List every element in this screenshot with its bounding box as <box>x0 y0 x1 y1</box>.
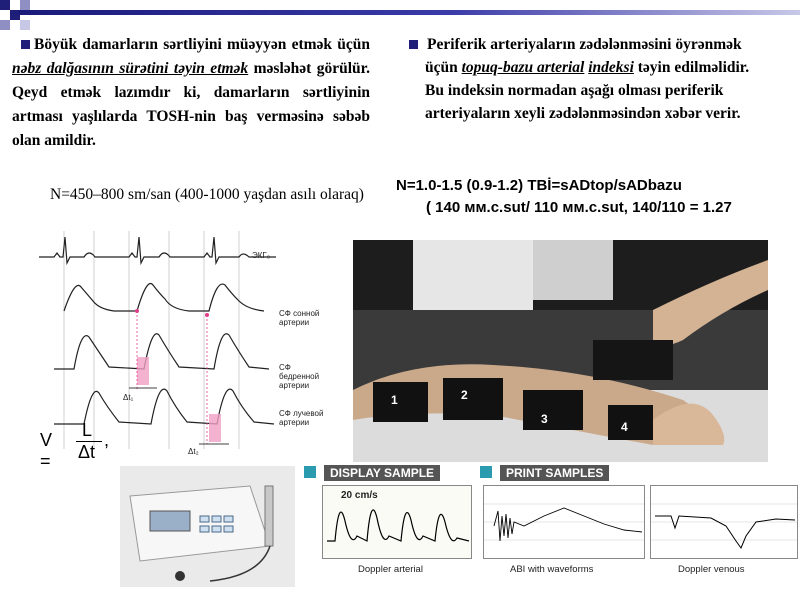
display-marker <box>304 466 316 478</box>
doppler-samples-panel <box>300 463 800 585</box>
caption-abi-waveforms: ABI with waveforms <box>510 564 594 575</box>
cuff-label-1: 1 <box>391 393 398 407</box>
cuff-label-3: 3 <box>541 412 548 426</box>
print-marker <box>480 466 492 478</box>
dt2-highlight <box>209 414 221 442</box>
header-square-4 <box>0 20 10 30</box>
cuff-4 <box>608 405 653 440</box>
abi-link-2[interactable]: indeksi <box>588 59 634 76</box>
cuff-1 <box>373 382 428 422</box>
left-text-a: Böyük damarların sərtliyini müəyyən etmək üçün <box>34 36 370 53</box>
abi-wave-svg <box>484 486 644 558</box>
label-dt2: Δt₂ <box>188 447 199 456</box>
dt1-highlight <box>137 357 149 385</box>
label-carotid: СФ сонной артерии <box>279 309 320 327</box>
label-radial: СФ лучевой артерии <box>279 409 324 427</box>
device-svg <box>120 466 295 587</box>
femoral-trace <box>54 334 269 369</box>
abi-measurement-photo <box>353 240 768 462</box>
doppler-device-photo <box>120 466 295 587</box>
abi-formula-line1: N=1.0-1.5 (0.9-1.2) TBİ=sADtop/sADbazu <box>396 177 682 194</box>
formula-comma: , <box>104 430 110 450</box>
formula-v: V = <box>40 430 53 471</box>
ecg-trace <box>39 237 276 263</box>
display-sample-title: DISPLAY SAMPLE <box>324 465 440 481</box>
abi-formula-line2: ( 140 мм.с.sut/ 110 мм.с.sut, 140/110 = 1.27 <box>426 199 732 216</box>
cuff-label-2: 2 <box>461 388 468 402</box>
bullet-right <box>409 40 418 49</box>
display-scale-label: 20 cm/s <box>341 490 378 501</box>
pulse-wave-link[interactable]: nəbz dalğasının sürətini təyin etmək <box>12 60 249 77</box>
label-femoral: СФ бедренной артерии <box>279 363 320 390</box>
radial-trace <box>54 389 274 424</box>
print-samples-title: PRINT SAMPLES <box>500 465 609 481</box>
header-square-3 <box>20 0 30 10</box>
formula-den: Δt <box>78 442 96 462</box>
caption-doppler-venous: Doppler venous <box>678 564 745 575</box>
formula-num: L <box>82 420 93 440</box>
photo-svg <box>353 240 768 462</box>
pulse-wave-diagram <box>39 229 324 456</box>
left-norm-text: N=450–800 sm/san (400-1000 yaşdan asılı olaraq) <box>50 186 364 203</box>
caption-doppler-arterial: Doppler arterial <box>358 564 423 575</box>
cuff-label-4: 4 <box>621 420 628 434</box>
left-text-b: məsləhət görülür. Qeyd etmək lazımdır ki, damarların sərtliyinin artması yaşlılarda TOSH-nin baş verməsinə səbəb olan amildir. <box>12 60 370 149</box>
abi-link-1[interactable]: topuq-bazu arterial <box>461 59 585 76</box>
left-paragraph <box>12 33 370 153</box>
pulse-wave-svg <box>39 229 276 456</box>
display-screen <box>322 485 472 559</box>
right-text-a: Periferik arteriyaların zədələnməsini öyrənmək üçün <box>425 36 742 76</box>
venous-wave-svg <box>651 486 797 558</box>
header-square-1 <box>0 0 10 10</box>
cuff-2 <box>443 378 503 420</box>
label-dt1: Δt₁ <box>123 393 134 402</box>
cuff-3 <box>523 390 583 430</box>
header-line <box>18 10 800 15</box>
right-paragraph <box>425 33 770 125</box>
label-ekg: ЭКГ₀ <box>252 251 271 260</box>
print-abi-sample <box>483 485 645 559</box>
print-venous-sample <box>650 485 798 559</box>
right-text-b: təyin edilməlidir. Bu indeksin normadan aşağı olması periferik arteriyaların xeyli zədələnməsindən xəbər verir. <box>425 59 750 122</box>
header-square-5 <box>20 20 30 30</box>
